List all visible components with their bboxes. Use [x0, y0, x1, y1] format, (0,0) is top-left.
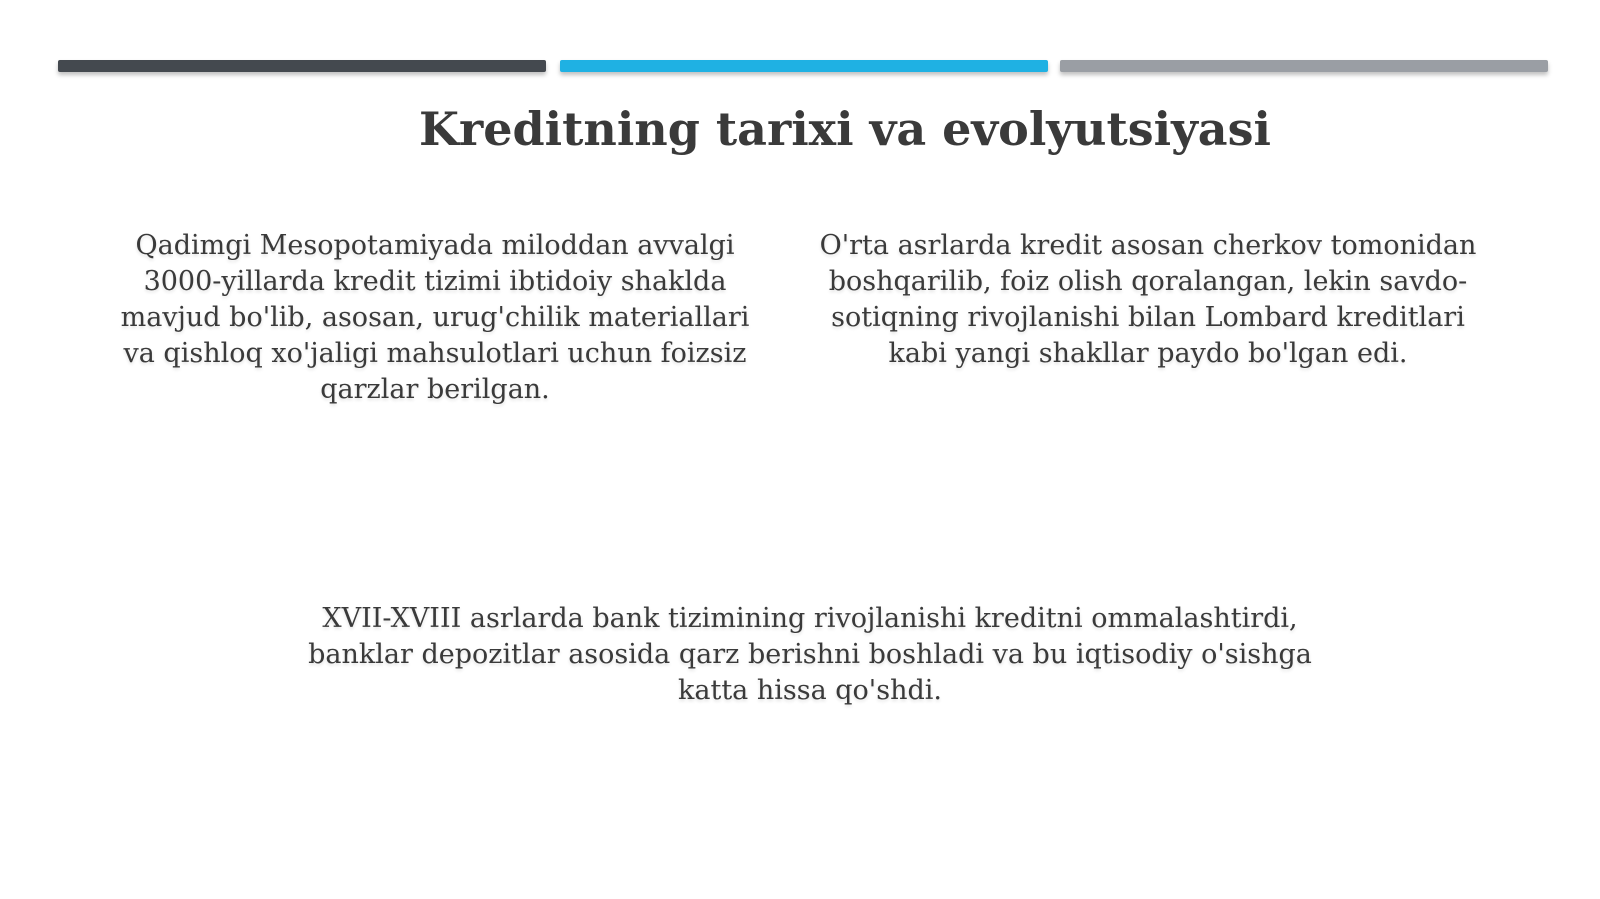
paragraph-mesopotamia: Qadimgi Mesopotamiyada miloddan avvalgi 3000-yillarda kredit tizimi ibtidoiy shaklda mavjud bo'lib, asosan, urug'chilik materiallari va qishloq xo'jaligi mahsulotlari uchun foizsiz qarzlar berilgan.: [120, 230, 750, 405]
header-bar-accent: [560, 60, 1048, 72]
paragraph-banking-era: XVII-XVIII asrlarda bank tizimining rivojlanishi kreditni ommalashtirdi, banklar depozitlar asosida qarz berishni boshladi va bu iqtisodiy o'sishga katta hissa qo'shdi.: [308, 603, 1312, 706]
header-bar-gray: [1060, 60, 1548, 72]
slide-title: Kreditning tarixi va evolyutsiyasi: [419, 102, 1271, 156]
paragraph-middle-ages: O'rta asrlarda kredit asosan cherkov tomonidan boshqarilib, foiz olish qoralangan, lekin savdo-sotiqning rivojlanishi bilan Lombard kreditlari kabi yangi shakllar paydo bo'lgan edi.: [819, 230, 1477, 369]
header-bar-dark: [58, 60, 546, 72]
